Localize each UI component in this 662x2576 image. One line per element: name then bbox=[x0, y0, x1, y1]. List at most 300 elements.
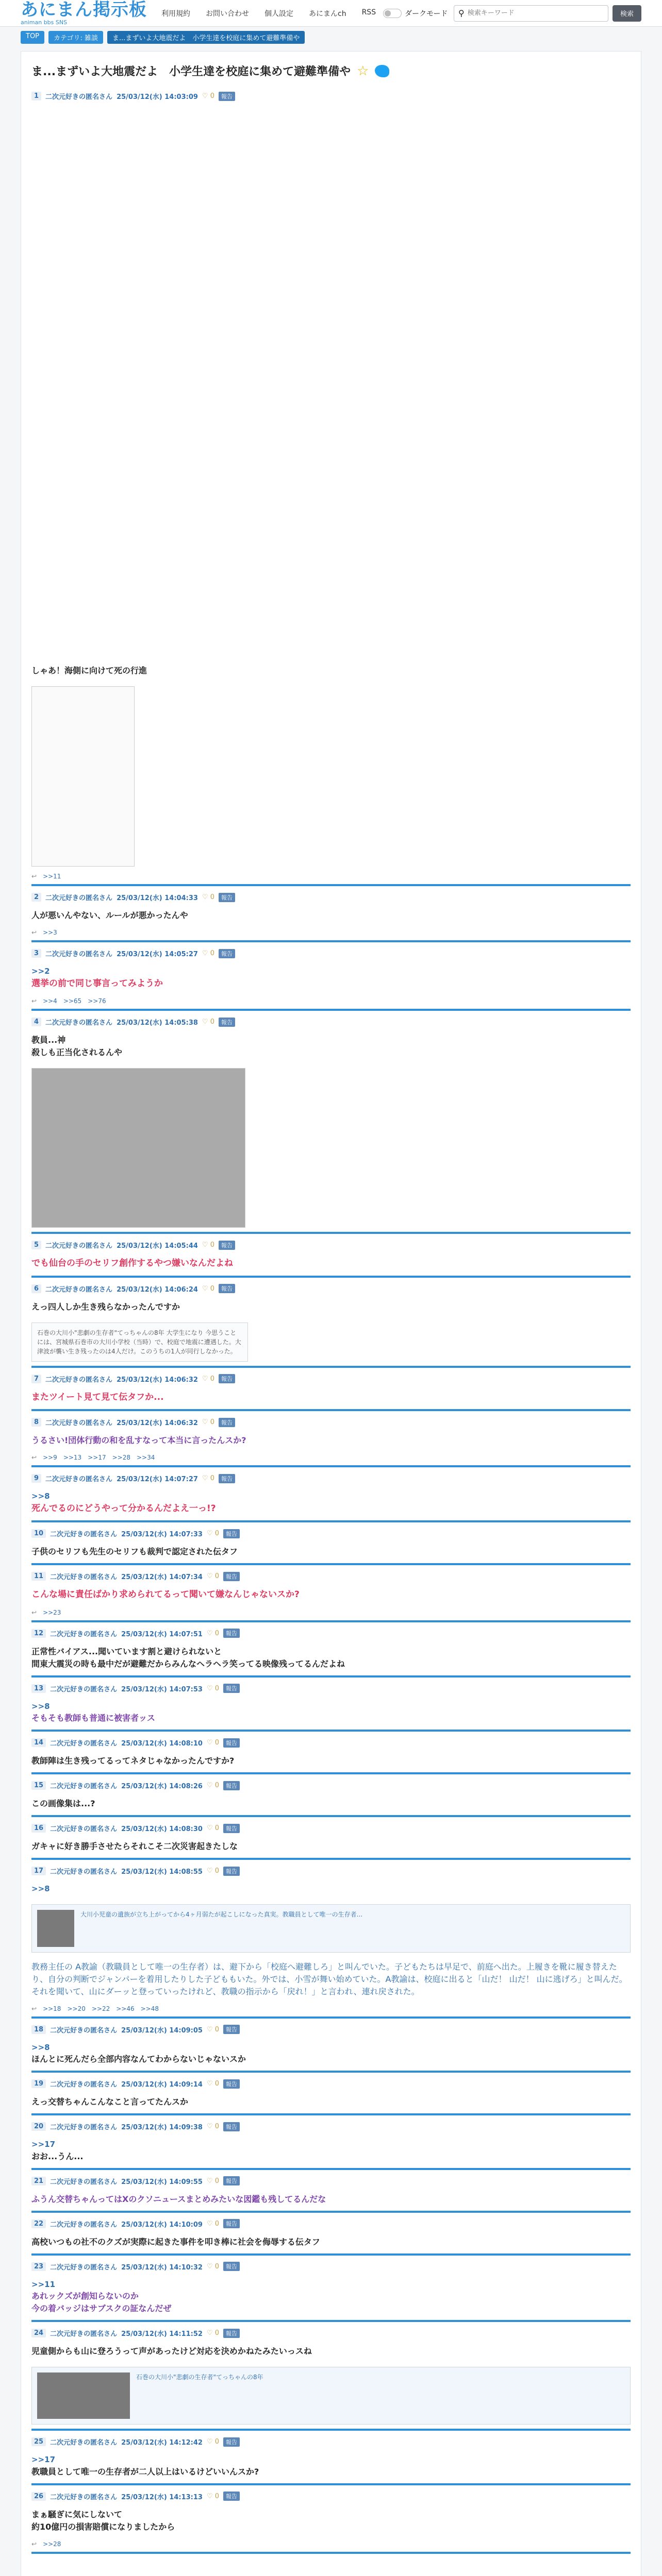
like-icon[interactable]: ♡ 0 bbox=[202, 92, 214, 100]
post-header bbox=[31, 2119, 631, 2134]
post bbox=[31, 1820, 631, 1860]
reply-link[interactable]: >>34 bbox=[136, 1454, 155, 1461]
post bbox=[31, 1281, 631, 1368]
post-header bbox=[31, 1863, 631, 1879]
like-icon[interactable]: ♡ 0 bbox=[202, 1241, 214, 1249]
post-line: 選挙の前で同じ事言ってみようか bbox=[31, 978, 163, 989]
report-button[interactable]: 報告 bbox=[223, 2176, 240, 2185]
post-date: 25/03/12(水) 14:08:26 bbox=[121, 1783, 203, 1790]
report-button[interactable]: 報告 bbox=[223, 2329, 240, 2338]
report-button[interactable]: 報告 bbox=[219, 949, 235, 958]
post-body bbox=[31, 2232, 631, 2253]
report-button[interactable]: 報告 bbox=[223, 2262, 240, 2271]
post-line: えっ交替ちゃんこんなこと言ってたんスか bbox=[31, 2097, 189, 2107]
search-area bbox=[454, 5, 641, 22]
search-box bbox=[454, 5, 608, 22]
post-date: 25/03/12(水) 14:07:53 bbox=[121, 1685, 203, 1693]
reply-icon: ↩ bbox=[31, 929, 37, 936]
report-button[interactable]: 報告 bbox=[223, 1572, 240, 1581]
like-icon[interactable]: ♡ 0 bbox=[202, 1475, 214, 1482]
reply-link[interactable]: >>76 bbox=[88, 997, 106, 1005]
thread-title bbox=[31, 61, 631, 88]
post-header bbox=[31, 88, 631, 104]
post bbox=[31, 889, 631, 942]
post-header bbox=[31, 1568, 631, 1584]
logo-title: あにまん掲示板 bbox=[21, 0, 147, 20]
post-date: 25/03/12(水) 14:06:32 bbox=[117, 1376, 198, 1384]
post-body bbox=[31, 2275, 631, 2320]
post-date: 25/03/12(水) 14:05:27 bbox=[117, 951, 198, 958]
post-number[interactable]: 25 bbox=[31, 2437, 46, 2446]
search-icon: ⚲ bbox=[458, 8, 465, 18]
post-body bbox=[31, 1253, 631, 1276]
post-replies bbox=[31, 1452, 631, 1465]
search-input[interactable] bbox=[468, 9, 604, 17]
post-header bbox=[31, 1681, 631, 1697]
post-number[interactable]: 24 bbox=[31, 2329, 46, 2337]
logo-subtitle: animan bbs SNS bbox=[21, 19, 68, 26]
post-number[interactable]: 17 bbox=[31, 1867, 46, 1875]
post-header bbox=[31, 1237, 631, 1253]
post-line: 死んでるのにどうやって分かるんだよえ一っ!? bbox=[31, 1503, 216, 1514]
quoted-text: 教務主任の A教諭（教職員として唯一の生存者）は、避下から「校庭へ避難しろ」と叫んでいた。子どもたちは早足で、前庭へ出た。上履きを靴に履き替えたり、自分の判断でジャンパーを着用したりした子どももいた。外では、小雪が舞い始めていた。A教諭は、校庭に出ると「山だ！ 山だ！ 山に逃げろ」と叫んだ。それを聞いて、山にダーッと登っていったけれど、教職の指示から「戻れ！」と言われ、連れ戻された。 bbox=[31, 1961, 627, 1996]
post-header bbox=[31, 2325, 631, 2341]
post bbox=[31, 88, 631, 886]
post-line[interactable]: >>2 bbox=[31, 967, 50, 976]
like-icon[interactable]: ♡ 0 bbox=[202, 893, 214, 901]
like-icon[interactable]: ♡ 0 bbox=[206, 2492, 220, 2500]
post-number[interactable]: 12 bbox=[31, 1629, 46, 1638]
like-icon[interactable]: ♡ 0 bbox=[206, 2329, 220, 2337]
report-button[interactable]: 報告 bbox=[223, 2492, 240, 2501]
post-author: 二次元好きの匿名さん bbox=[50, 2124, 118, 2131]
like-icon[interactable]: ♡ 0 bbox=[202, 1018, 214, 1026]
report-button[interactable]: 報告 bbox=[223, 1824, 240, 1833]
report-button[interactable]: 報告 bbox=[223, 1629, 240, 1638]
post-line: ガキャに好き勝手させたらそれこそ二次災害起きたしな bbox=[31, 1841, 238, 1851]
post-date: 25/03/12(水) 14:10:32 bbox=[121, 2263, 203, 2272]
post-number[interactable]: 6 bbox=[31, 1284, 41, 1293]
thread-title-text: ま...まずいよ大地震だよ 小学生達を校庭に集めて避難準備や bbox=[31, 65, 351, 78]
post-body bbox=[31, 1297, 631, 1318]
post-number[interactable]: 16 bbox=[31, 1824, 46, 1833]
post-author: 二次元好きの匿名さん bbox=[45, 1419, 113, 1427]
post-line[interactable]: >>17 bbox=[31, 2140, 56, 2149]
post-date: 25/03/12(水) 14:09:14 bbox=[121, 2081, 203, 2089]
report-button[interactable]: 報告 bbox=[219, 893, 235, 902]
post-header bbox=[31, 2022, 631, 2038]
nav-animanch[interactable]: あにまんch bbox=[309, 9, 346, 18]
like-icon[interactable]: ♡ 0 bbox=[206, 1739, 220, 1747]
post-line: えっ四人しか生き残らなかったんですか bbox=[31, 1301, 180, 1312]
post-header bbox=[31, 1526, 631, 1541]
reply-link[interactable]: >>28 bbox=[43, 2540, 61, 2548]
reply-icon: ↩ bbox=[31, 1454, 37, 1461]
post-date: 25/03/12(水) 14:06:24 bbox=[117, 1285, 198, 1294]
post-author: 二次元好きの匿名さん bbox=[50, 2263, 118, 2272]
post-author: 二次元好きの匿名さん bbox=[45, 951, 113, 958]
post-author: 二次元好きの匿名さん bbox=[50, 1868, 118, 1876]
post-author: 二次元好きの匿名さん bbox=[50, 2439, 118, 2447]
like-icon[interactable]: ♡ 0 bbox=[206, 2219, 220, 2228]
post-header bbox=[31, 1414, 631, 1430]
post-body bbox=[31, 1641, 631, 1675]
reply-link[interactable]: >>4 bbox=[43, 997, 57, 1005]
like-icon[interactable]: ♡ 0 bbox=[206, 1684, 220, 1692]
report-button[interactable]: 報告 bbox=[219, 1474, 235, 1483]
post bbox=[31, 1526, 631, 1565]
post-author: 二次元好きの匿名さん bbox=[50, 1531, 118, 1538]
post-author: 二次元好きの匿名さん bbox=[50, 1740, 118, 1748]
report-button[interactable]: 報告 bbox=[223, 2219, 240, 2228]
like-icon[interactable]: ♡ 0 bbox=[202, 950, 214, 957]
post-header bbox=[31, 1735, 631, 1751]
post-body bbox=[31, 1430, 631, 1452]
link-embed[interactable] bbox=[31, 1904, 631, 1953]
post-line: またツイート見て見て伝タフか... bbox=[31, 1392, 164, 1402]
post-line: 今の着バッジはサブスクの証なんだぜ bbox=[31, 2303, 172, 2313]
like-icon[interactable]: ♡ 0 bbox=[206, 2438, 220, 2446]
ad-space bbox=[31, 104, 631, 660]
post-header bbox=[31, 1014, 631, 1030]
post-replies bbox=[31, 2003, 631, 2016]
post-date: 25/03/12(水) 14:06:32 bbox=[117, 1419, 198, 1427]
post-author: 二次元好きの匿名さん bbox=[45, 1242, 113, 1250]
like-icon[interactable]: ♡ 0 bbox=[206, 1824, 220, 1832]
post-body bbox=[31, 2504, 631, 2538]
post-header bbox=[31, 1625, 631, 1641]
post-date: 25/03/12(水) 14:09:05 bbox=[121, 2026, 203, 2035]
post bbox=[31, 1568, 631, 1622]
reply-link[interactable]: >>20 bbox=[67, 2005, 86, 2012]
post bbox=[31, 1735, 631, 1774]
reply-link[interactable]: >>48 bbox=[140, 2005, 159, 2012]
post-header bbox=[31, 889, 631, 905]
post-date: 25/03/12(水) 14:09:38 bbox=[121, 2124, 203, 2131]
manga-image[interactable] bbox=[31, 1068, 245, 1228]
dark-mode-label: ダークモード bbox=[405, 9, 448, 18]
post-line: うるさい!団体行動の和を乱すなって本当に言ったんスか? bbox=[31, 1435, 246, 1445]
report-button[interactable]: 報告 bbox=[223, 2122, 240, 2131]
post-line: 人が悪いんやない、ルールが悪かったんや bbox=[31, 910, 188, 920]
post-body bbox=[31, 2450, 631, 2483]
post bbox=[31, 2259, 631, 2323]
post-line: 約10億円の損害賠償になりましたから bbox=[31, 2521, 175, 2532]
post-date: 25/03/12(水) 14:08:30 bbox=[121, 1825, 203, 1833]
post-line[interactable]: >>11 bbox=[31, 2279, 56, 2289]
breadcrumb-thread[interactable]: ま...まずいよ大地震だよ 小学生達を校庭に集めて避難準備や bbox=[107, 31, 305, 44]
post-number[interactable]: 19 bbox=[31, 2079, 46, 2088]
reply-link[interactable]: >>9 bbox=[43, 1454, 57, 1461]
post-line: 教職員として唯一の生存者が二人以上はいるけどいいんスか? bbox=[31, 2466, 259, 2477]
post-body bbox=[31, 2038, 631, 2071]
post-date: 25/03/12(水) 14:11:52 bbox=[121, 2330, 203, 2338]
post-line: そもそも教師も普通に被害者ッス bbox=[31, 1713, 156, 1723]
thread-container bbox=[21, 51, 641, 2576]
post bbox=[31, 1681, 631, 1732]
post-author: 二次元好きの匿名さん bbox=[50, 1825, 118, 1833]
report-button[interactable]: 報告 bbox=[223, 1529, 240, 1538]
like-icon[interactable]: ♡ 0 bbox=[202, 1375, 214, 1383]
post-line: 児童側からも山に登ろうって声があったけど対応を決めかねたみたいっスね bbox=[31, 2346, 312, 2356]
reply-link[interactable]: >>17 bbox=[88, 1454, 106, 1461]
post-line: 正常性バイアス...聞いています割と避けられないと bbox=[31, 1646, 222, 1656]
post-line: 殺しも正当化されるんや bbox=[31, 1047, 123, 1057]
post-date: 25/03/12(水) 14:08:55 bbox=[121, 1868, 203, 1876]
post-author: 二次元好きの匿名さん bbox=[50, 2493, 118, 2501]
reply-icon: ↩ bbox=[31, 2005, 37, 2012]
post-author: 二次元好きの匿名さん bbox=[50, 1783, 118, 1790]
post-line[interactable]: >>8 bbox=[31, 1701, 50, 1711]
post-date: 25/03/12(水) 14:04:33 bbox=[117, 894, 198, 902]
report-button[interactable]: 報告 bbox=[219, 92, 235, 101]
like-icon[interactable]: ♡ 0 bbox=[206, 2177, 220, 2185]
post bbox=[31, 2488, 631, 2554]
link-embed[interactable]: 石巻の大川小"悲劇の生存者"てっちゃんの8年 大学生になり 今思うことには、宮城県石巻市の大川小学校（当時）で、校庭で地震に遭遇した。大津波が襲い生き残ったのは4人だけ。このうちの1人が同行しなかった。 bbox=[31, 1323, 248, 1362]
post-number[interactable]: 26 bbox=[31, 2492, 46, 2501]
post-body bbox=[31, 1486, 631, 1520]
post-number[interactable]: 4 bbox=[31, 1018, 41, 1026]
like-icon[interactable]: ♡ 0 bbox=[206, 2262, 220, 2270]
post bbox=[31, 2119, 631, 2170]
post-author: 二次元好きの匿名さん bbox=[45, 1019, 113, 1027]
post-body bbox=[31, 2092, 631, 2113]
post bbox=[31, 1237, 631, 1278]
embed-text: 大川小児童の遺族が立ち上がってから4ヶ月弱たが起こしになった真実。教職員として唯一の生存者... bbox=[80, 1910, 363, 1918]
post-header bbox=[31, 2076, 631, 2092]
embed-thumbnail bbox=[37, 1910, 74, 1947]
post bbox=[31, 2434, 631, 2485]
post-line: おお...うん... bbox=[31, 2151, 84, 2161]
post-header bbox=[31, 1371, 631, 1387]
report-button[interactable]: 報告 bbox=[223, 2025, 240, 2034]
post-author: 二次元好きの匿名さん bbox=[45, 894, 113, 902]
post-date: 25/03/12(水) 14:07:27 bbox=[117, 1476, 198, 1483]
post-number[interactable]: 9 bbox=[31, 1474, 41, 1483]
post-line: 間東大震災の時も最中だが避難だからみんなヘラヘラ笑ってる映像残ってるんだよね bbox=[31, 1658, 345, 1669]
post-header bbox=[31, 945, 631, 961]
search-button[interactable]: 検索 bbox=[613, 5, 641, 22]
post bbox=[31, 1470, 631, 1522]
post-date: 25/03/12(水) 14:07:51 bbox=[121, 1630, 203, 1638]
post-line: ほんとに死んだら全部内容なんてわからないじゃないスか bbox=[31, 2054, 246, 2064]
report-button[interactable]: 報告 bbox=[223, 2437, 240, 2447]
post-header bbox=[31, 1777, 631, 1793]
post-author: 二次元好きの匿名さん bbox=[50, 1573, 118, 1581]
post-date: 25/03/12(水) 14:12:42 bbox=[121, 2439, 203, 2447]
post-line[interactable]: >>17 bbox=[31, 2455, 56, 2464]
reply-link[interactable]: >>65 bbox=[63, 997, 82, 1005]
reply-link[interactable]: >>3 bbox=[43, 929, 57, 936]
post-number[interactable]: 23 bbox=[31, 2262, 46, 2271]
post-body bbox=[31, 1387, 631, 1410]
post-header bbox=[31, 1820, 631, 1836]
breadcrumb-top[interactable]: TOP bbox=[21, 31, 44, 44]
twitter-icon[interactable] bbox=[375, 65, 389, 77]
post-header bbox=[31, 2259, 631, 2275]
attached-image[interactable] bbox=[31, 686, 135, 867]
post-replies bbox=[31, 871, 631, 884]
post bbox=[31, 1014, 631, 1234]
post bbox=[31, 1414, 631, 1467]
site-logo[interactable] bbox=[21, 1, 147, 25]
post-author: 二次元好きの匿名さん bbox=[50, 2081, 118, 2089]
post bbox=[31, 1625, 631, 1677]
reply-icon: ↩ bbox=[31, 873, 37, 880]
post-number[interactable]: 13 bbox=[31, 1684, 46, 1693]
post-body bbox=[31, 961, 631, 995]
embed-text: 石巻の大川小"悲劇の生存者"てっちゃんの8年 bbox=[136, 2374, 263, 2381]
reply-link[interactable]: >>18 bbox=[43, 2005, 61, 2012]
post-body bbox=[31, 1793, 631, 1815]
post-header bbox=[31, 2216, 631, 2232]
report-button[interactable]: 報告 bbox=[223, 1738, 240, 1748]
report-button[interactable]: 報告 bbox=[223, 1684, 240, 1693]
like-icon[interactable]: ♡ 0 bbox=[206, 2123, 220, 2130]
post-number[interactable]: 10 bbox=[31, 1529, 46, 1538]
post-body bbox=[31, 1584, 631, 1607]
post bbox=[31, 2173, 631, 2213]
report-button[interactable]: 報告 bbox=[219, 1018, 235, 1027]
top-bar bbox=[0, 0, 662, 27]
dark-mode-toggle[interactable] bbox=[383, 9, 402, 18]
post-header bbox=[31, 2488, 631, 2504]
post-header bbox=[31, 2434, 631, 2450]
post-line: 高校いつもの社不のクズが実際に起きた事件を叩き棒に社会を侮辱する伝タフ bbox=[31, 2236, 320, 2247]
post-number[interactable]: 14 bbox=[31, 1738, 46, 1747]
post-body bbox=[31, 2341, 631, 2363]
post-number[interactable]: 22 bbox=[31, 2219, 46, 2228]
post-replies bbox=[31, 995, 631, 1009]
reply-link[interactable]: >>46 bbox=[116, 2005, 135, 2012]
reply-link[interactable]: >>11 bbox=[43, 873, 61, 880]
post-header bbox=[31, 1281, 631, 1297]
post-author: 二次元好きの匿名さん bbox=[50, 1630, 118, 1638]
post-author: 二次元好きの匿名さん bbox=[50, 2026, 118, 2035]
post bbox=[31, 2022, 631, 2073]
post-number[interactable]: 5 bbox=[31, 1241, 41, 1249]
post-body bbox=[31, 2134, 631, 2168]
like-icon[interactable]: ♡ 0 bbox=[206, 1572, 220, 1580]
post-list bbox=[31, 88, 631, 2554]
post-line: しゃあ！海側に向けて死の行進 bbox=[31, 666, 147, 675]
star-icon[interactable]: ☆ bbox=[357, 63, 369, 79]
post-line[interactable]: >>8 bbox=[31, 1884, 50, 1893]
reply-icon: ↩ bbox=[31, 2540, 37, 2548]
post-line[interactable]: >>8 bbox=[31, 2042, 50, 2052]
like-icon[interactable]: ♡ 0 bbox=[206, 1867, 220, 1875]
post-line: まぁ騒ぎに気にしないて bbox=[31, 2509, 123, 2519]
post-body bbox=[31, 2189, 631, 2211]
breadcrumb bbox=[0, 27, 662, 48]
like-icon[interactable]: ♡ 0 bbox=[202, 1418, 214, 1426]
post-number[interactable]: 18 bbox=[31, 2025, 46, 2034]
post-line: 子供のセリフも先生のセリフも裁判で認定された伝タフ bbox=[31, 1547, 238, 1556]
reply-link[interactable]: >>22 bbox=[91, 2005, 110, 2012]
post-number[interactable]: 2 bbox=[31, 893, 41, 902]
post-date: 25/03/12(水) 14:09:55 bbox=[121, 2178, 203, 2186]
post-body bbox=[31, 1751, 631, 1772]
report-button[interactable]: 報告 bbox=[223, 2079, 240, 2089]
post bbox=[31, 1371, 631, 1412]
breadcrumb-category[interactable]: カテゴリ: 雑談 bbox=[48, 31, 103, 44]
post-number[interactable]: 7 bbox=[31, 1375, 41, 1383]
like-icon[interactable]: ♡ 0 bbox=[206, 1629, 220, 1637]
post bbox=[31, 2325, 631, 2431]
post-number[interactable]: 1 bbox=[31, 92, 41, 100]
post bbox=[31, 1863, 631, 2019]
post-date: 25/03/12(水) 14:05:38 bbox=[117, 1019, 198, 1027]
like-icon[interactable]: ♡ 0 bbox=[202, 1284, 214, 1293]
reply-icon: ↩ bbox=[31, 997, 37, 1005]
post-body bbox=[31, 1697, 631, 1730]
like-icon[interactable]: ♡ 0 bbox=[206, 1530, 220, 1537]
post-body bbox=[31, 905, 631, 927]
post-line: あれックズが創知らないのか bbox=[31, 2291, 139, 2301]
embed-thumbnail bbox=[37, 2372, 130, 2419]
report-button[interactable]: 報告 bbox=[219, 1418, 235, 1427]
report-button[interactable]: 報告 bbox=[219, 1284, 235, 1293]
post-body bbox=[31, 1030, 631, 1064]
nav-terms[interactable]: 利用規約 bbox=[161, 9, 190, 18]
report-button[interactable]: 報告 bbox=[223, 1867, 240, 1876]
post-replies bbox=[31, 1607, 631, 1620]
post-author: 二次元好きの匿名さん bbox=[45, 1476, 113, 1483]
top-nav bbox=[161, 8, 376, 19]
report-button[interactable]: 報告 bbox=[219, 1241, 235, 1250]
post-author: 二次元好きの匿名さん bbox=[45, 1285, 113, 1294]
post-body bbox=[31, 1836, 631, 1858]
reply-link[interactable]: >>13 bbox=[63, 1454, 82, 1461]
post-line[interactable]: >>8 bbox=[31, 1492, 50, 1501]
report-button[interactable]: 報告 bbox=[219, 1374, 235, 1383]
post-author: 二次元好きの匿名さん bbox=[50, 1685, 118, 1693]
like-icon[interactable]: ♡ 0 bbox=[206, 1782, 220, 1789]
post-number[interactable]: 15 bbox=[31, 1781, 46, 1790]
post-date: 25/03/12(水) 14:07:34 bbox=[121, 1573, 203, 1581]
nav-contact[interactable]: お問い合わせ bbox=[206, 9, 249, 18]
report-button[interactable]: 報告 bbox=[223, 1781, 240, 1790]
reply-link[interactable]: >>28 bbox=[112, 1454, 130, 1461]
nav-rss[interactable]: RSS bbox=[361, 8, 376, 16]
post-date: 25/03/12(水) 14:13:13 bbox=[121, 2493, 203, 2501]
post-number[interactable]: 20 bbox=[31, 2122, 46, 2131]
post bbox=[31, 2076, 631, 2115]
link-embed[interactable] bbox=[31, 2367, 631, 2425]
post bbox=[31, 945, 631, 1011]
reply-icon: ↩ bbox=[31, 1608, 37, 1616]
post-line: この画像集は...? bbox=[31, 1799, 95, 1808]
like-icon[interactable]: ♡ 0 bbox=[206, 2080, 220, 2088]
post-line: でも仙台の手のセリフ創作するやつ嫌いなんだよね bbox=[31, 1258, 233, 1268]
post-replies bbox=[31, 2538, 631, 2552]
post-number[interactable]: 11 bbox=[31, 1572, 46, 1581]
post-number[interactable]: 21 bbox=[31, 2177, 46, 2185]
post-author: 二次元好きの匿名さん bbox=[50, 2221, 118, 2229]
post bbox=[31, 1777, 631, 1817]
nav-settings[interactable]: 個人設定 bbox=[264, 9, 293, 18]
post-header bbox=[31, 2173, 631, 2189]
post-author: 二次元好きの匿名さん bbox=[45, 1376, 113, 1384]
post-author: 二次元好きの匿名さん bbox=[50, 2178, 118, 2186]
post-date: 25/03/12(水) 14:07:33 bbox=[121, 1531, 203, 1538]
reply-link[interactable]: >>23 bbox=[43, 1608, 61, 1616]
post-author: 二次元好きの匿名さん bbox=[50, 2330, 118, 2338]
like-icon[interactable]: ♡ 0 bbox=[206, 2025, 220, 2033]
post-line: 教師陣は生き残ってるってネタじゃなかったんですか? bbox=[31, 1756, 235, 1766]
post-number[interactable]: 8 bbox=[31, 1418, 41, 1427]
post-number[interactable]: 3 bbox=[31, 949, 41, 958]
